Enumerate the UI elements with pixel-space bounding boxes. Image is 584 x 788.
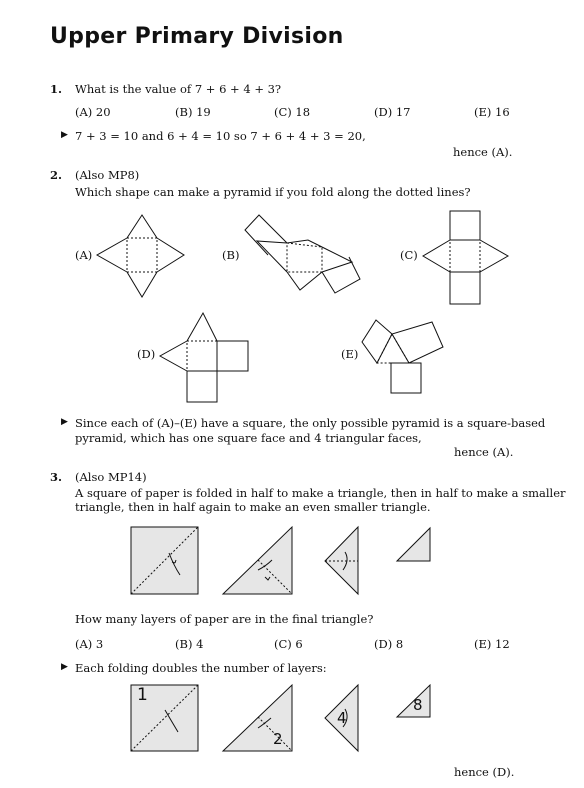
shape-label-a: (A)	[75, 248, 93, 262]
bullet-triangle-icon: ▶	[61, 662, 68, 672]
question-1-solution: 7 + 3 = 10 and 6 + 4 = 10 so 7 + 6 + 4 + 3 = 20,	[75, 129, 366, 143]
question-3-solution: Each folding doubles the number of layers:	[75, 661, 327, 675]
question-1-option-e: (E) 16	[474, 105, 510, 119]
question-2-solution-line1: Since each of (A)–(E) have a square, the only possible pyramid is a square-based	[75, 416, 546, 430]
question-1-option-b: (B) 19	[175, 105, 211, 119]
question-3-option-e: (E) 12	[474, 637, 510, 651]
question-1-answer: hence (A).	[453, 145, 513, 159]
shape-label-b: (B)	[222, 248, 240, 262]
question-3-question: How many layers of paper are in the final triangle?	[75, 612, 374, 626]
question-3-answer: hence (D).	[454, 765, 515, 779]
question-2-tag: (Also MP8)	[75, 168, 140, 182]
question-1-number: 1.	[50, 82, 63, 96]
question-2-answer: hence (A).	[454, 445, 514, 459]
question-2-text: Which shape can make a pyramid if you fold along the dotted lines?	[75, 185, 471, 199]
layer-count-4: 4	[337, 709, 347, 727]
layer-count-2: 2	[273, 730, 283, 748]
question-1-text: What is the value of 7 + 6 + 4 + 3?	[75, 82, 282, 96]
question-1-option-a: (A) 20	[75, 105, 111, 119]
shape-label-e: (E)	[341, 347, 359, 361]
question-1-option-d: (D) 17	[374, 105, 411, 119]
question-3-tag: (Also MP14)	[75, 470, 147, 484]
layer-count-8: 8	[413, 696, 423, 714]
question-3-option-c: (C) 6	[274, 637, 303, 651]
question-2-solution-line2: pyramid, which has one square face and 4 triangular faces,	[75, 431, 422, 445]
layer-count-1: 1	[137, 685, 148, 705]
question-3-option-d: (D) 8	[374, 637, 404, 651]
question-3-text-line1: A square of paper is folded in half to make a triangle, then in half to make a smaller	[75, 486, 566, 500]
question-3-text-line2: triangle, then in half again to make an even smaller triangle.	[75, 500, 431, 514]
bullet-triangle-icon: ▶	[61, 130, 68, 140]
page-title: Upper Primary Division	[50, 24, 344, 49]
bullet-triangle-icon: ▶	[61, 417, 68, 427]
question-2-number: 2.	[50, 168, 63, 182]
question-3-option-a: (A) 3	[75, 637, 104, 651]
shape-label-d: (D)	[137, 347, 156, 361]
question-3-option-b: (B) 4	[175, 637, 204, 651]
question-1-option-c: (C) 18	[274, 105, 311, 119]
question-3-number: 3.	[50, 470, 63, 484]
shape-label-c: (C)	[400, 248, 418, 262]
